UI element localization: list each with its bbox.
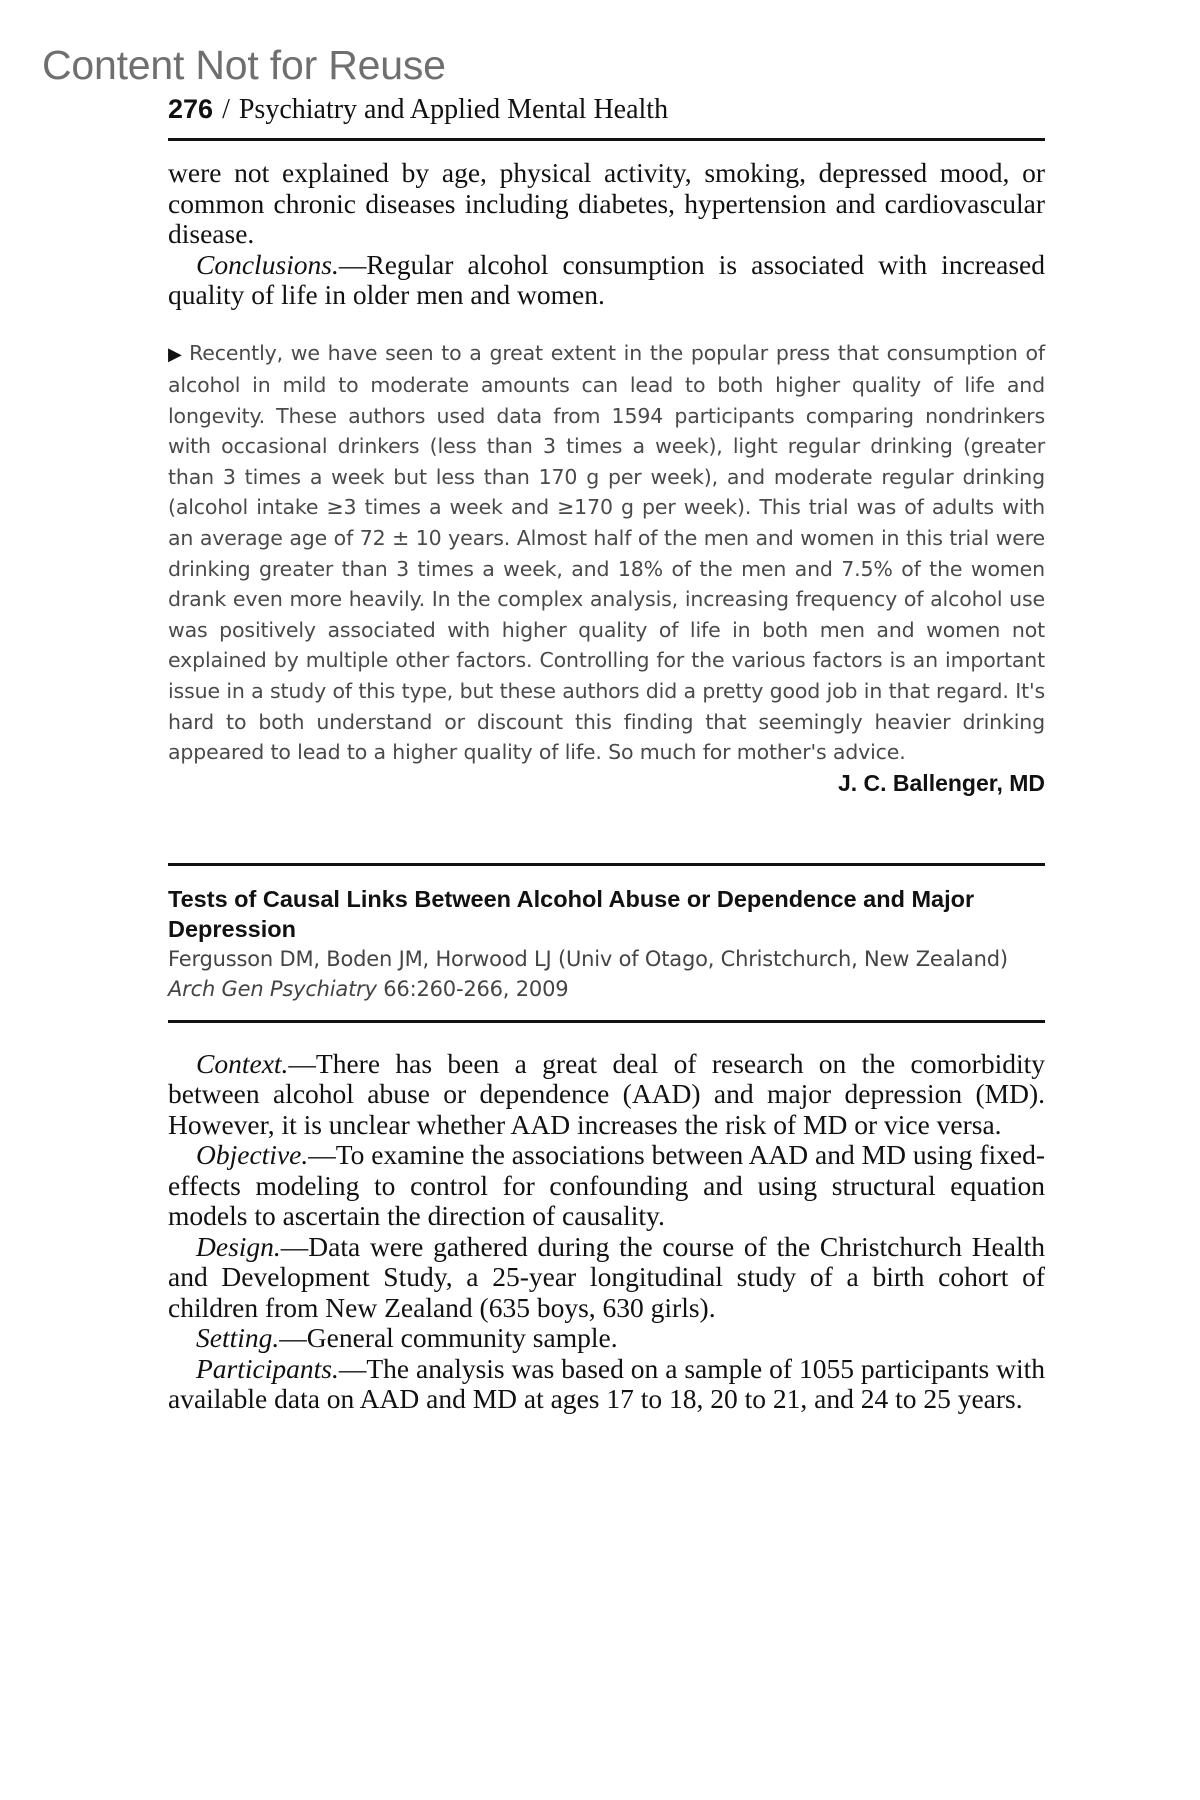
abstract-label: Objective. bbox=[196, 1139, 309, 1171]
abstract-text: —Data were gathered during the course of the Christchurch Health and Development Study, a 25-year longitudinal study of a birth cohort of children from New Zealand (635 boys, 630 girls). bbox=[168, 1230, 1045, 1323]
conclusions-label: Conclusions. bbox=[196, 248, 339, 280]
abstract-label: Setting. bbox=[196, 1322, 280, 1354]
abstract-text: —To examine the associations between AAD and MD using fixed-effects modeling to control for confounding and using structural equation models to ascertain the direction of causality. bbox=[168, 1139, 1045, 1232]
abstract-label: Context. bbox=[196, 1047, 289, 1079]
abstract-design bbox=[168, 1232, 1045, 1324]
journal-title: Psychiatry and Applied Mental Health bbox=[238, 94, 669, 125]
page-number: 276 bbox=[168, 94, 214, 124]
abstract-text: —There has been a great deal of research on the comorbidity between alcohol abuse or dependence (AAD) and major depression (MD). However, it is unclear whether AAD increases the risk of MD or vice versa. bbox=[168, 1047, 1045, 1140]
journal-volume-pages: 66:260-266, 2009 bbox=[376, 976, 569, 1001]
page-content bbox=[168, 90, 1045, 1415]
article-authors: Fergusson DM, Boden JM, Horwood LJ (Univ of Otago, Christchurch, New Zealand) bbox=[168, 946, 1008, 971]
conclusions-text: —Regular alcohol consumption is associated with increased quality of life in older men and women. bbox=[168, 248, 1045, 310]
commentary-text: Recently, we have seen to a great extent in the popular press that consumption of alcohol in mild to moderate amounts can lead to both higher quality of life and longevity. These authors used data from 1594 participants comparing nondrinkers with occasional drinkers (less than 3 times a week), light regular drinking (greater than 3 times a week but less than 170 g per week), and moderate regular drinking (alcohol intake ≥3 times a week and ≥170 g per week). This trial was of adults with an average age of 72 ± 10 years. Almost half of the men and women in this trial were drinking greater than 3 times a week, and 18% of the men and 7.5% of the women drank even more heavily. In the complex analysis, increasing frequency of alcohol use was positively associated with higher quality of life in both men and women not explained by multiple other factors. Controlling for the various factors is an important issue in a study of this type, but these authors did a pretty good job in that regard. It's hard to both understand or discount this finding that seemingly heavier drinking appeared to lead to a higher quality of life. So much for mother's advice. bbox=[168, 340, 1045, 765]
abstract-continuation: were not explained by age, physical activity, smoking, depressed mood, or common chronic diseases including diabetes, hypertension and cardiovascular disease. bbox=[168, 157, 1045, 249]
abstract-text: —The analysis was based on a sample of 1055 participants with available data on AAD and MD at ages 17 to 18, 20 to 21, and 24 to 25 years. bbox=[168, 1352, 1045, 1415]
previous-abstract bbox=[168, 158, 1045, 311]
header-rule bbox=[168, 138, 1045, 141]
abstract-context bbox=[168, 1049, 1045, 1141]
abstract-participants bbox=[168, 1354, 1045, 1415]
commentary-arrow-icon: ▶ bbox=[168, 343, 184, 365]
abstract-label: Participants. bbox=[196, 1352, 339, 1384]
running-head bbox=[168, 90, 1045, 138]
editor-commentary bbox=[168, 338, 1045, 768]
abstract-text: —General community sample. bbox=[279, 1322, 618, 1354]
abstract-setting bbox=[168, 1323, 1045, 1354]
conclusions-paragraph bbox=[168, 250, 1045, 311]
article-header bbox=[168, 866, 1045, 1020]
abstract-objective bbox=[168, 1140, 1045, 1232]
journal-name: Arch Gen Psychiatry bbox=[168, 976, 377, 1001]
running-head-separator: / bbox=[222, 94, 230, 125]
article-abstract bbox=[168, 1049, 1045, 1415]
article-citation bbox=[168, 974, 1045, 1004]
article-title: Tests of Causal Links Between Alcohol Abuse or Dependence and Major Depression bbox=[168, 885, 975, 942]
watermark: Content Not for Reuse bbox=[42, 42, 446, 88]
article-bottom-rule bbox=[168, 1020, 1045, 1023]
abstract-label: Design. bbox=[196, 1230, 281, 1262]
commentary-signature: J. C. Ballenger, MD bbox=[837, 769, 1045, 796]
